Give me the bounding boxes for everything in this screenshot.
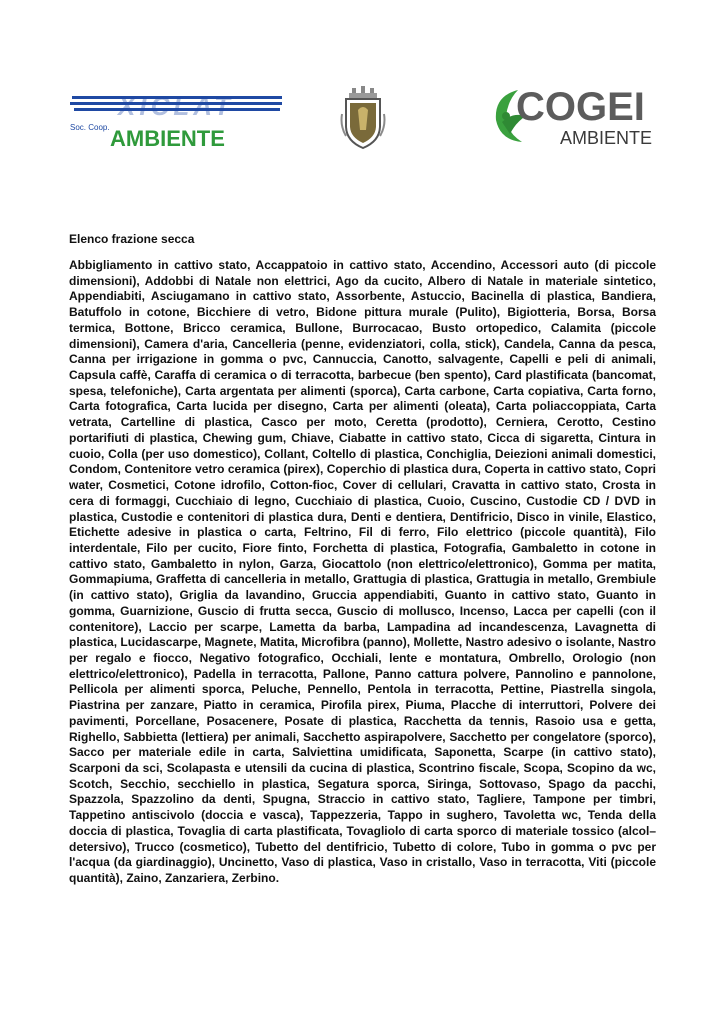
- soc-coop-label: Soc. Coop.: [70, 123, 110, 132]
- cogei-ambiente-logo: [492, 82, 660, 150]
- ambiente-wordmark-left: AMBIENTE: [110, 126, 225, 150]
- svg-text:XICLAT: XICLAT: [118, 94, 234, 121]
- ambiente-wordmark-right: AMBIENTE: [560, 128, 653, 148]
- xiclat-ambiente-logo: [68, 94, 286, 150]
- municipal-crest-icon: [338, 86, 388, 150]
- document-body: Abbigliamento in cattivo stato, Accappatoio in cattivo stato, Accendino, Accessori auto (di piccole dimensioni), Addobbi di Natale non elettrici, Ago da cucito, Albero di Natale in materiale sintetico, Appendiabiti, Asciugamano in cattivo stato, Assorbente, Astuccio, Bacinella di plastica, Bandiera, Batuffolo in cotone, Bicchiere di vetro, Bidone pittura murale (Pulito), Bigiotteria, Borsa, Borsa termica, Bottone, Bricco ceramica, Bullone, Burrocacao, Busto ortopedico, Calamita (piccole dimensioni), Camera d'aria, Cancelleria (penne, evidenziatori, colla, stick), Candela, Canna da pesca, Canna per irrigazione in gomma o pvc, Cannuccia, Canotto, salvagente, Capelli e peli di animali, Capsula caffè, Caraffa di ceramica o di terracotta, barbecue (ben spento), Card plastificata (bancomat, spesa, telefoniche), Carta argentata per alimenti (sporca), Carta carbone, Carta copiativa, Carta forno, Carta fotografica, Carta lucida per disegno, Carta per alimenti (oleata), Carta poliaccoppiata, Carta vetrata, Cartelline di plastica, Casco per moto, Ceretta (prodotto), Cerniera, Cerotto, Cestino portarifiuti di plastica, Chewing gum, Chiave, Ciabatte in cattivo stato, Cicca di sigaretta, Cintura in cuoio, Colla (per uso domestico), Collant, Coltello di plastica, Conchiglia, Deiezioni animali domestici, Condom, Contenitore vetro ceramica (pirex), Coperchio di plastica dura, Coperta in cattivo stato, Copri water, Cosmetici, Cotone idrofilo, Cotton-fioc, Cover di cellulari, Cravatta in cattivo stato, Crosta in cera di formaggi, Cucchiaio di legno, Cucchiaio di plastica, Cuoio, Cuscino, Custodie CD / DVD in plastica, Custodie e contenitori di plastica dura, Denti e dentiera, Dentifricio, Disco in vinile, Elastico, Etichette adesive in plastica o carta, Feltrino, Fil di ferro, Filo elettrico (piccole quantità), Filo interdentale, Filo per cucito, Fiore finto, Forchetta di plastica, Fotografia, Gambaletto in cotone in cattivo stato, Gambaletto in nylon, Garza, Giocattolo (non elettrico/elettronico), Gomma per matita, Gommapiuma, Graffetta di cancelleria in metallo, Grattugia di plastica, Grattugia in metallo, Grembiule (in cattivo stato), Griglia da lavandino, Gruccia appendiabiti, Guanto in cattivo stato, Guanto in gomma, Guarnizione, Guscio di frutta secca, Guscio di mollusco, Incenso, Lacca per capelli (con il contenitore), Laccio per scarpe, Lametta da barba, Lampadina ad incandescenza, Lavagnetta di plastica, Lucidascarpe, Magnete, Matita, Microfibra (panno), Mollette, Nastro adesivo o isolante, Nastro per regalo e fiocco, Negativo fotografico, Occhiali, lente e montatura, Ombrello, Orologio (non elettrico/elettronico), Padella in terracotta, Pallone, Panno cattura polvere, Pannolino e pannolone, Pellicola per alimenti sporca, Peluche, Pennello, Pentola in terracotta, Pettine, Piastrella singola, Piastrina per zanzare, Piatto in ceramica, Pirofila pirex, Piuma, Placche di interruttori, Polvere dei pavimenti, Porcellane, Posacenere, Posate di plastica, Racchetta da tennis, Rasoio usa e getta, Righello, Sabbietta (lettiera) per animali, Sacchetto aspirapolvere, Sacchetto per congelatore (sporco), Sacco per materiale edile in carta, Salviettina umidificata, Saponetta, Scarpe (in cattivo stato), Scarponi da sci, Scolapasta e utensili da cucina di plastica, Scontrino fiscale, Scopa, Scopino da wc, Scotch, Secchio, secchiello in plastica, Segatura sporca, Siringa, Sottovaso, Spago da pacchi, Spazzola, Spazzolino da denti, Spugna, Straccio in cattivo stato, Tagliere, Tampone per timbri, Tappetino antiscivolo (doccia e vasca), Tappezzeria, Tappo in sughero, Tavoletta wc, Tenda della doccia di plastica, Tovaglia di carta plastificata, Tovagliolo di carta sporco di materiale tossico (alcol–detersivo), Trucco (cosmetico), Tubetto del dentifricio, Tubetto di colore, Tubo in gomma o pvc per l'acqua (da giardinaggio), Uncinetto, Vaso di plastica, Vaso in cristallo, Vaso in terracotta, Viti (piccole quantità), Zaino, Zanzariera, Zerbino.: [69, 258, 656, 886]
- xiclat-ambiente-logo-graphic: [68, 94, 286, 150]
- document-title: Elenco frazione secca: [69, 232, 195, 246]
- cogei-wordmark: COGEI: [516, 85, 645, 129]
- cogei-ambiente-logo-graphic: [492, 82, 660, 150]
